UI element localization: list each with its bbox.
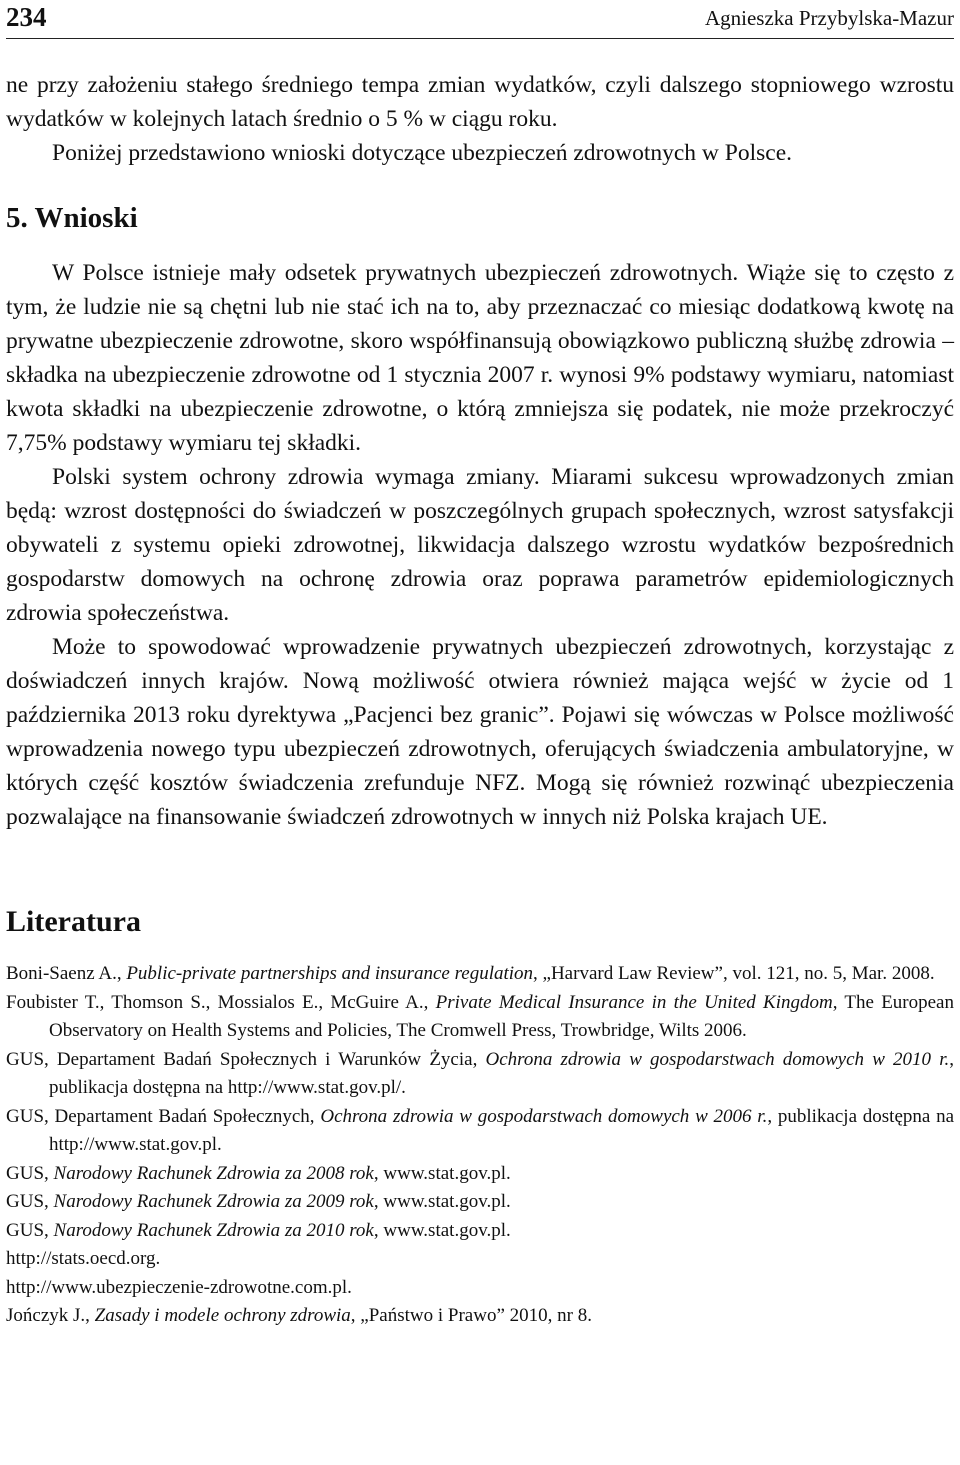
reference-item <box>6 1274 954 1303</box>
reference-url: http://stats.oecd.org. <box>6 1248 161 1269</box>
reference-title: Narodowy Rachunek Zdrowia za 2009 rok <box>53 1191 374 1212</box>
reference-details: , www.stat.gov.pl. <box>373 1191 511 1212</box>
reference-authors: Jończyk J., <box>6 1305 95 1326</box>
intro-paragraph: Poniżej przedstawiono wnioski dotyczące ubezpieczeń zdrowotnych w Polsce. <box>52 140 793 166</box>
reference-authors: Boni-Saenz A., <box>6 963 127 984</box>
reference-list <box>6 960 954 1331</box>
reference-title: Narodowy Rachunek Zdrowia za 2008 rok <box>53 1162 374 1184</box>
reference-authors: GUS, <box>6 1191 54 1212</box>
reference-title: Narodowy Rachunek Zdrowia za 2010 rok <box>53 1219 374 1241</box>
reference-details: , publikacja dostępna na http://www.stat.gov.pl. <box>49 1105 955 1155</box>
reference-item <box>6 1217 954 1246</box>
reference-item <box>6 1160 954 1189</box>
reference-authors: GUS, Departament Badań Społecznych i Warunków Życia, <box>6 1048 486 1070</box>
reference-item <box>6 1302 954 1331</box>
reference-item <box>6 1103 954 1160</box>
page-header <box>6 0 954 39</box>
reference-item <box>6 1188 954 1217</box>
page-content <box>6 68 954 1331</box>
section-heading-conclusions: 5. Wnioski <box>6 202 138 234</box>
reference-details: , „Harvard Law Review”, vol. 121, no. 5, Mar. 2008. <box>533 963 935 984</box>
conclusion-paragraph-3: Może to spowodować wprowadzenie prywatnych ubezpieczeń zdrowotnych, korzystając z doświadczeń innych krajów. Nową możliwość otwiera również mająca wejść w życie od 1 października 2013 roku dyrektywa „Pacjenci bez granic”. Pojawi się wówczas w Polsce możliwość wprowadzenia nowego typu ubezpieczeń zdrowotnych, oferujących świadczenia ambulatoryjne, w których część kosztów świadczenia zrefunduje NFZ. Mogą się również rozwinąć ubezpieczenia pozwalające na finansowanie świadczeń zdrowotnych w innych niż Polska krajach UE. <box>6 634 954 830</box>
reference-authors: GUS, Departament Badań Społecznych, <box>6 1105 321 1127</box>
reference-authors: GUS, <box>6 1162 54 1184</box>
reference-title: Public-private partnerships and insurance regulation <box>126 963 534 984</box>
running-head-author: Agnieszka Przybylska-Mazur <box>704 6 954 30</box>
reference-details: , The European Observatory on Health Systems and Policies, The Cromwell Press, Trowbridge, Wilts 2006. <box>49 991 954 1041</box>
reference-item <box>6 989 954 1046</box>
reference-authors: GUS, <box>6 1219 54 1241</box>
reference-item <box>6 1046 954 1103</box>
page-number: 234 <box>6 2 47 32</box>
conclusion-paragraph-2: Polski system ochrony zdrowia wymaga zmiany. Miarami sukcesu wprowadzonych zmian będą: wzrost dostępności do świadczeń w poszczególnych grupach społecznych, wzrost satysfakcji obywateli z systemu opieki zdrowotnej, likwidacja dalszego wzrostu wydatków bezpośrednich gospodarstw domowych na ochronę zdrowia oraz poprawa parametrów epidemiologicznych zdrowia społeczeństwa. <box>6 464 954 626</box>
conclusion-paragraph-1: W Polsce istnieje mały odsetek prywatnych ubezpieczeń zdrowotnych. Wiąże się to często z tym, że ludzie nie są chętni lub nie stać ich na to, aby przeznaczać co miesiąc dodatkową kwotę na prywatne ubezpieczenie zdrowotne, skoro współfinansują obowiązkowo publiczną służbę zdrowia – składka na ubezpieczenie zdrowotne od 1 stycznia 2007 r. wynosi 9% podstawy wymiaru, natomiast kwota składki na ubezpieczenie zdrowotne, o którą zmniejsza się podatek, nie może przekroczyć 7,75% podstawy wymiaru tej składki. <box>6 260 954 456</box>
literature-heading: Literatura <box>6 905 141 938</box>
reference-title: Zasady i modele ochrony zdrowia <box>94 1305 351 1326</box>
reference-title: Ochrona zdrowia w gospodarstwach domowych w 2010 r. <box>485 1048 950 1070</box>
continuation-paragraph: ne przy założeniu stałego średniego tempa zmian wydatków, czyli dalszego stopniowego wzrostu wydatków w kolejnych latach średnio o 5 % w ciągu roku. <box>6 72 954 132</box>
reference-details: , www.stat.gov.pl. <box>373 1162 511 1184</box>
reference-details: , publikacja dostępna na http://www.stat.gov.pl/. <box>49 1048 955 1098</box>
reference-authors: Foubister T., Thomson S., Mossialos E., McGuire A., <box>6 991 436 1013</box>
reference-title: Ochrona zdrowia w gospodarstwach domowych w 2006 r. <box>320 1105 768 1127</box>
reference-details: , „Państwo i Prawo” 2010, nr 8. <box>350 1305 592 1326</box>
reference-details: , www.stat.gov.pl. <box>373 1219 511 1241</box>
reference-title: Private Medical Insurance in the United Kingdom <box>435 991 833 1013</box>
reference-url: http://www.ubezpieczenie-zdrowotne.com.pl. <box>6 1276 352 1298</box>
reference-item <box>6 1245 954 1274</box>
reference-item <box>6 960 954 989</box>
